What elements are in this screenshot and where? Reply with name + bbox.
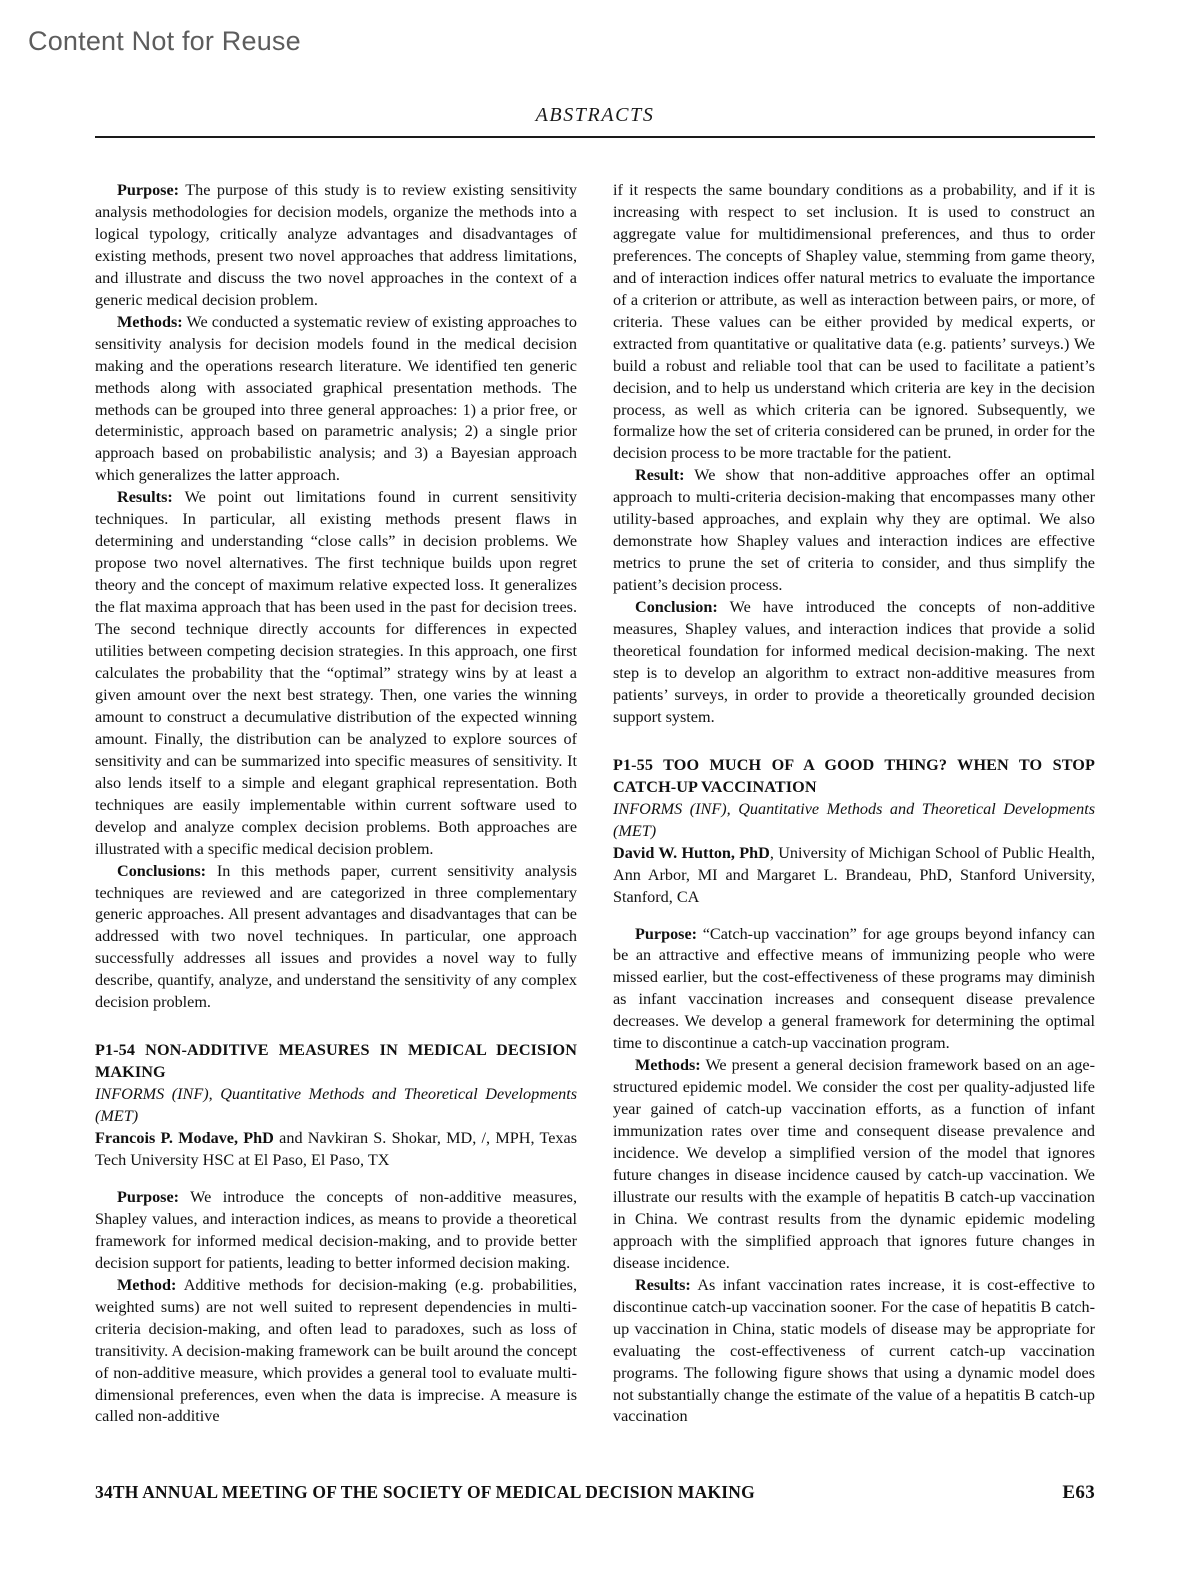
paragraph-purpose <box>95 180 577 312</box>
author-name-primary: Francois P. Modave, PhD <box>95 1129 274 1148</box>
two-column-body <box>95 180 1095 1426</box>
label-methods-55: Methods: <box>635 1056 701 1075</box>
label-results: Results: <box>117 488 173 507</box>
author-affiliation: , University of Michigan School of Public Health, Ann Arbor, MI and Margaret L. Brandeau, PhD, Stanford University, Stanford, CA <box>613 843 1095 906</box>
footer-conference-name: 34TH ANNUAL MEETING OF THE SOCIETY OF MEDICAL DECISION MAKING <box>95 1482 755 1502</box>
header-divider <box>95 136 1095 138</box>
abstract-title-p1-55: P1-55 TOO MUCH OF A GOOD THING? WHEN TO STOP CATCH-UP VACCINATION <box>613 755 1095 796</box>
label-method-54: Method: <box>117 1275 177 1294</box>
abstract-authors-p1-55 <box>613 843 1095 909</box>
text-methods: We conducted a systematic review of existing approaches to sensitivity analysis for decision models found in the medical decision making and the operations research literature. We identified ten generic methods along with associated graphical presentation methods. The methods can be grouped into three general approaches: 1) a prior free, or deterministic, approach based on parametric analysis; 2) a single prior approach based on probabilistic analysis; and 3) a Bayesian approach which generalizes the latter approach. <box>95 312 577 485</box>
text-purpose: The purpose of this study is to review existing sensitivity analysis methodologies for decision models, organize the methods into a logical typology, critically analyze advantages and disadvantages of existing methods, present two novel approaches that address limitations, and illustrate and discuss the two novel approaches in the context of a generic medical decision problem. <box>95 181 577 309</box>
text-purpose-55: “Catch-up vaccination” for age groups beyond infancy can be an attractive and effective means of immunizing people who were missed earlier, but the cost-effectiveness of these programs may diminish as infant vaccination increases and consequent disease prevalence decreases. We develop a general framework for determining the optimal time to discontinue a catch-up vaccination program. <box>613 924 1095 1053</box>
abstract-society-p1-55: INFORMS (INF), Quantitative Methods and Theoretical Developments (MET) <box>613 799 1095 840</box>
abstract-society-p1-54: INFORMS (INF), Quantitative Methods and Theoretical Developments (MET) <box>95 1085 577 1126</box>
label-conclusion: Conclusion: <box>635 598 718 617</box>
author-affiliation: and Navkiran S. Shokar, MD, /, MPH, Texas Tech University HSC at El Paso, El Paso, TX <box>95 1129 577 1169</box>
paragraph-result <box>613 465 1095 597</box>
right-column <box>613 180 1095 1426</box>
watermark-text: Content Not for Reuse <box>28 26 301 56</box>
label-purpose-55: Purpose: <box>635 924 698 943</box>
text-results-55: As infant vaccination rates increase, it is cost-effective to discontinue catch-up vaccination sooner. For the case of hepatitis B catch-up vaccination in China, static models of disease may be appropriate for evaluating the cost-effectiveness of current catch-up vaccination programs. The following figure shows that using a dynamic model does not substantially change the estimate of the value of a hepatitis B catch-up vaccination <box>613 1275 1095 1426</box>
label-methods: Methods: <box>117 312 183 331</box>
text-result: We show that non-additive approaches offer an optimal approach to multi-criteria decision-making that encompasses many other utility-based approaches, and explain why they are optimal. We also demonstrate how Shapley values and interaction indices are effective metrics to prune the set of criteria to consider, and thus simplify the patient’s decision process. <box>613 466 1095 595</box>
paragraph-continuation: if it respects the same boundary conditions as a probability, and if it is increasing with respect to set inclusion. It is used to construct an aggregate value for multidimensional preferences, and thus to order preferences. The concepts of Shapley value, stemming from game theory, and of interaction indices offer natural metrics to evaluate the importance of a criterion or attribute, as well as interaction between pairs, or more, of criteria. These values can be either provided by medical experts, or extracted from quantitative or qualitative data (e.g. patients’ surveys.) We build a robust and reliable tool that can be used to facilitate a patient’s decision, and to help us understand which criteria are key in the decision process, as well as which criteria can be ignored. Subsequently, we formalize how the set of criteria considered can be pruned, in order for the decision process to be more tractable for the patient. <box>613 181 1095 463</box>
abstract-title-p1-54: P1-54 NON-ADDITIVE MEASURES IN MEDICAL DECISION MAKING <box>95 1041 577 1082</box>
p1-55-purpose <box>613 924 1095 1056</box>
text-results: We point out limitations found in current sensitivity techniques. In particular, all existing methods present flaws in determining and understanding “close calls” in decision problems. We propose two novel alternatives. The first technique builds upon regret theory and the concept of maximum relative expected loss. It generalizes the flat maxima approach that has been used in the past for decision trees. The second technique directly accounts for differences in expected utilities between competing decision strategies. In this approach, one first calculates the probability that the “optimal” strategy wins by at least a given amount over the next best strategy. Then, one varies the winning amount to construct a decumulative distribution of the expected winning amount. Finally, the distribution can be analyzed to explore sources of sensitivity and can be summarized into specific measures of sensitivity. It also lends itself to a simple and elegant graphical representation. Both techniques are easily implementable within current software used to develop and analyze complex decision problems. Both approaches are illustrated with a specific medical decision problem. <box>95 488 577 858</box>
spacer <box>95 1172 577 1187</box>
spacer <box>613 909 1095 924</box>
text-purpose-54: We introduce the concepts of non-additive measures, Shapley values, and interaction indices, as means to provide a theoretical framework for informed medical decision-making, and to provide better decision support for patients, leading to better informed decision making. <box>95 1187 577 1272</box>
label-conclusions: Conclusions: <box>117 861 207 880</box>
p1-54-method <box>95 1275 577 1429</box>
p1-55-methods <box>613 1055 1095 1275</box>
abstract-authors-p1-54 <box>95 1128 577 1172</box>
p1-55-results <box>613 1275 1095 1429</box>
text-conclusions: In this methods paper, current sensitivity analysis techniques are reviewed and are categorized in three complementary generic approaches. All present advantages and disadvantages that can be addressed with two novel techniques. In particular, one approach successfully addresses all issues and provides a novel way to fully describe, quantify, analyze, and understand the sensitivity of any complex decision problem. <box>95 861 577 1012</box>
footer-page-number: E63 <box>1062 1482 1095 1503</box>
running-head: ABSTRACTS <box>535 104 655 126</box>
label-result: Result: <box>635 466 685 485</box>
paragraph-conclusions <box>95 861 577 1015</box>
label-results-55: Results: <box>635 1275 691 1294</box>
page-footer <box>95 1482 1095 1504</box>
paragraph-results <box>95 487 577 860</box>
text-method-54: Additive methods for decision-making (e.g. probabilities, weighted sums) are not well suited to represent dependencies in multi-criteria decision-making, and often lead to paradoxes, such as loss of transitivity. A decision-making framework can be built around the concept of non-additive measure, which provides a general tool to evaluate multi-dimensional preferences, even when the data is imprecise. A measure is called non-additive <box>95 1275 577 1426</box>
p1-54-purpose <box>95 1187 577 1275</box>
label-purpose: Purpose: <box>117 181 180 199</box>
text-conclusion: We have introduced the concepts of non-additive measures, Shapley values, and interaction indices that provide a solid theoretical foundation for informed medical decision-making. The next step is to develop an algorithm to extract non-additive measures from patients’ surveys, in order to provide a theoretically grounded decision support system. <box>613 598 1095 726</box>
text-methods-55: We present a general decision framework based on an age-structured epidemic model. We consider the cost per quality-adjusted life year gained of catch-up vaccination efforts, as a function of infant immunization rates over time and consequent disease prevalence and incidence. We develop a simplified version of the model that ignores future changes in disease incidence caused by catch-up vaccination. We illustrate our results with the example of hepatitis B catch-up vaccination in China. We contrast results from the dynamic epidemic modeling approach with the simplified approach that ignores future changes in disease incidence. <box>613 1056 1095 1272</box>
label-purpose-54: Purpose: <box>117 1187 180 1206</box>
paragraph-methods <box>95 312 577 488</box>
paragraph-conclusion <box>613 597 1095 729</box>
left-column <box>95 180 577 1426</box>
author-name-primary: David W. Hutton, PhD <box>613 843 770 862</box>
